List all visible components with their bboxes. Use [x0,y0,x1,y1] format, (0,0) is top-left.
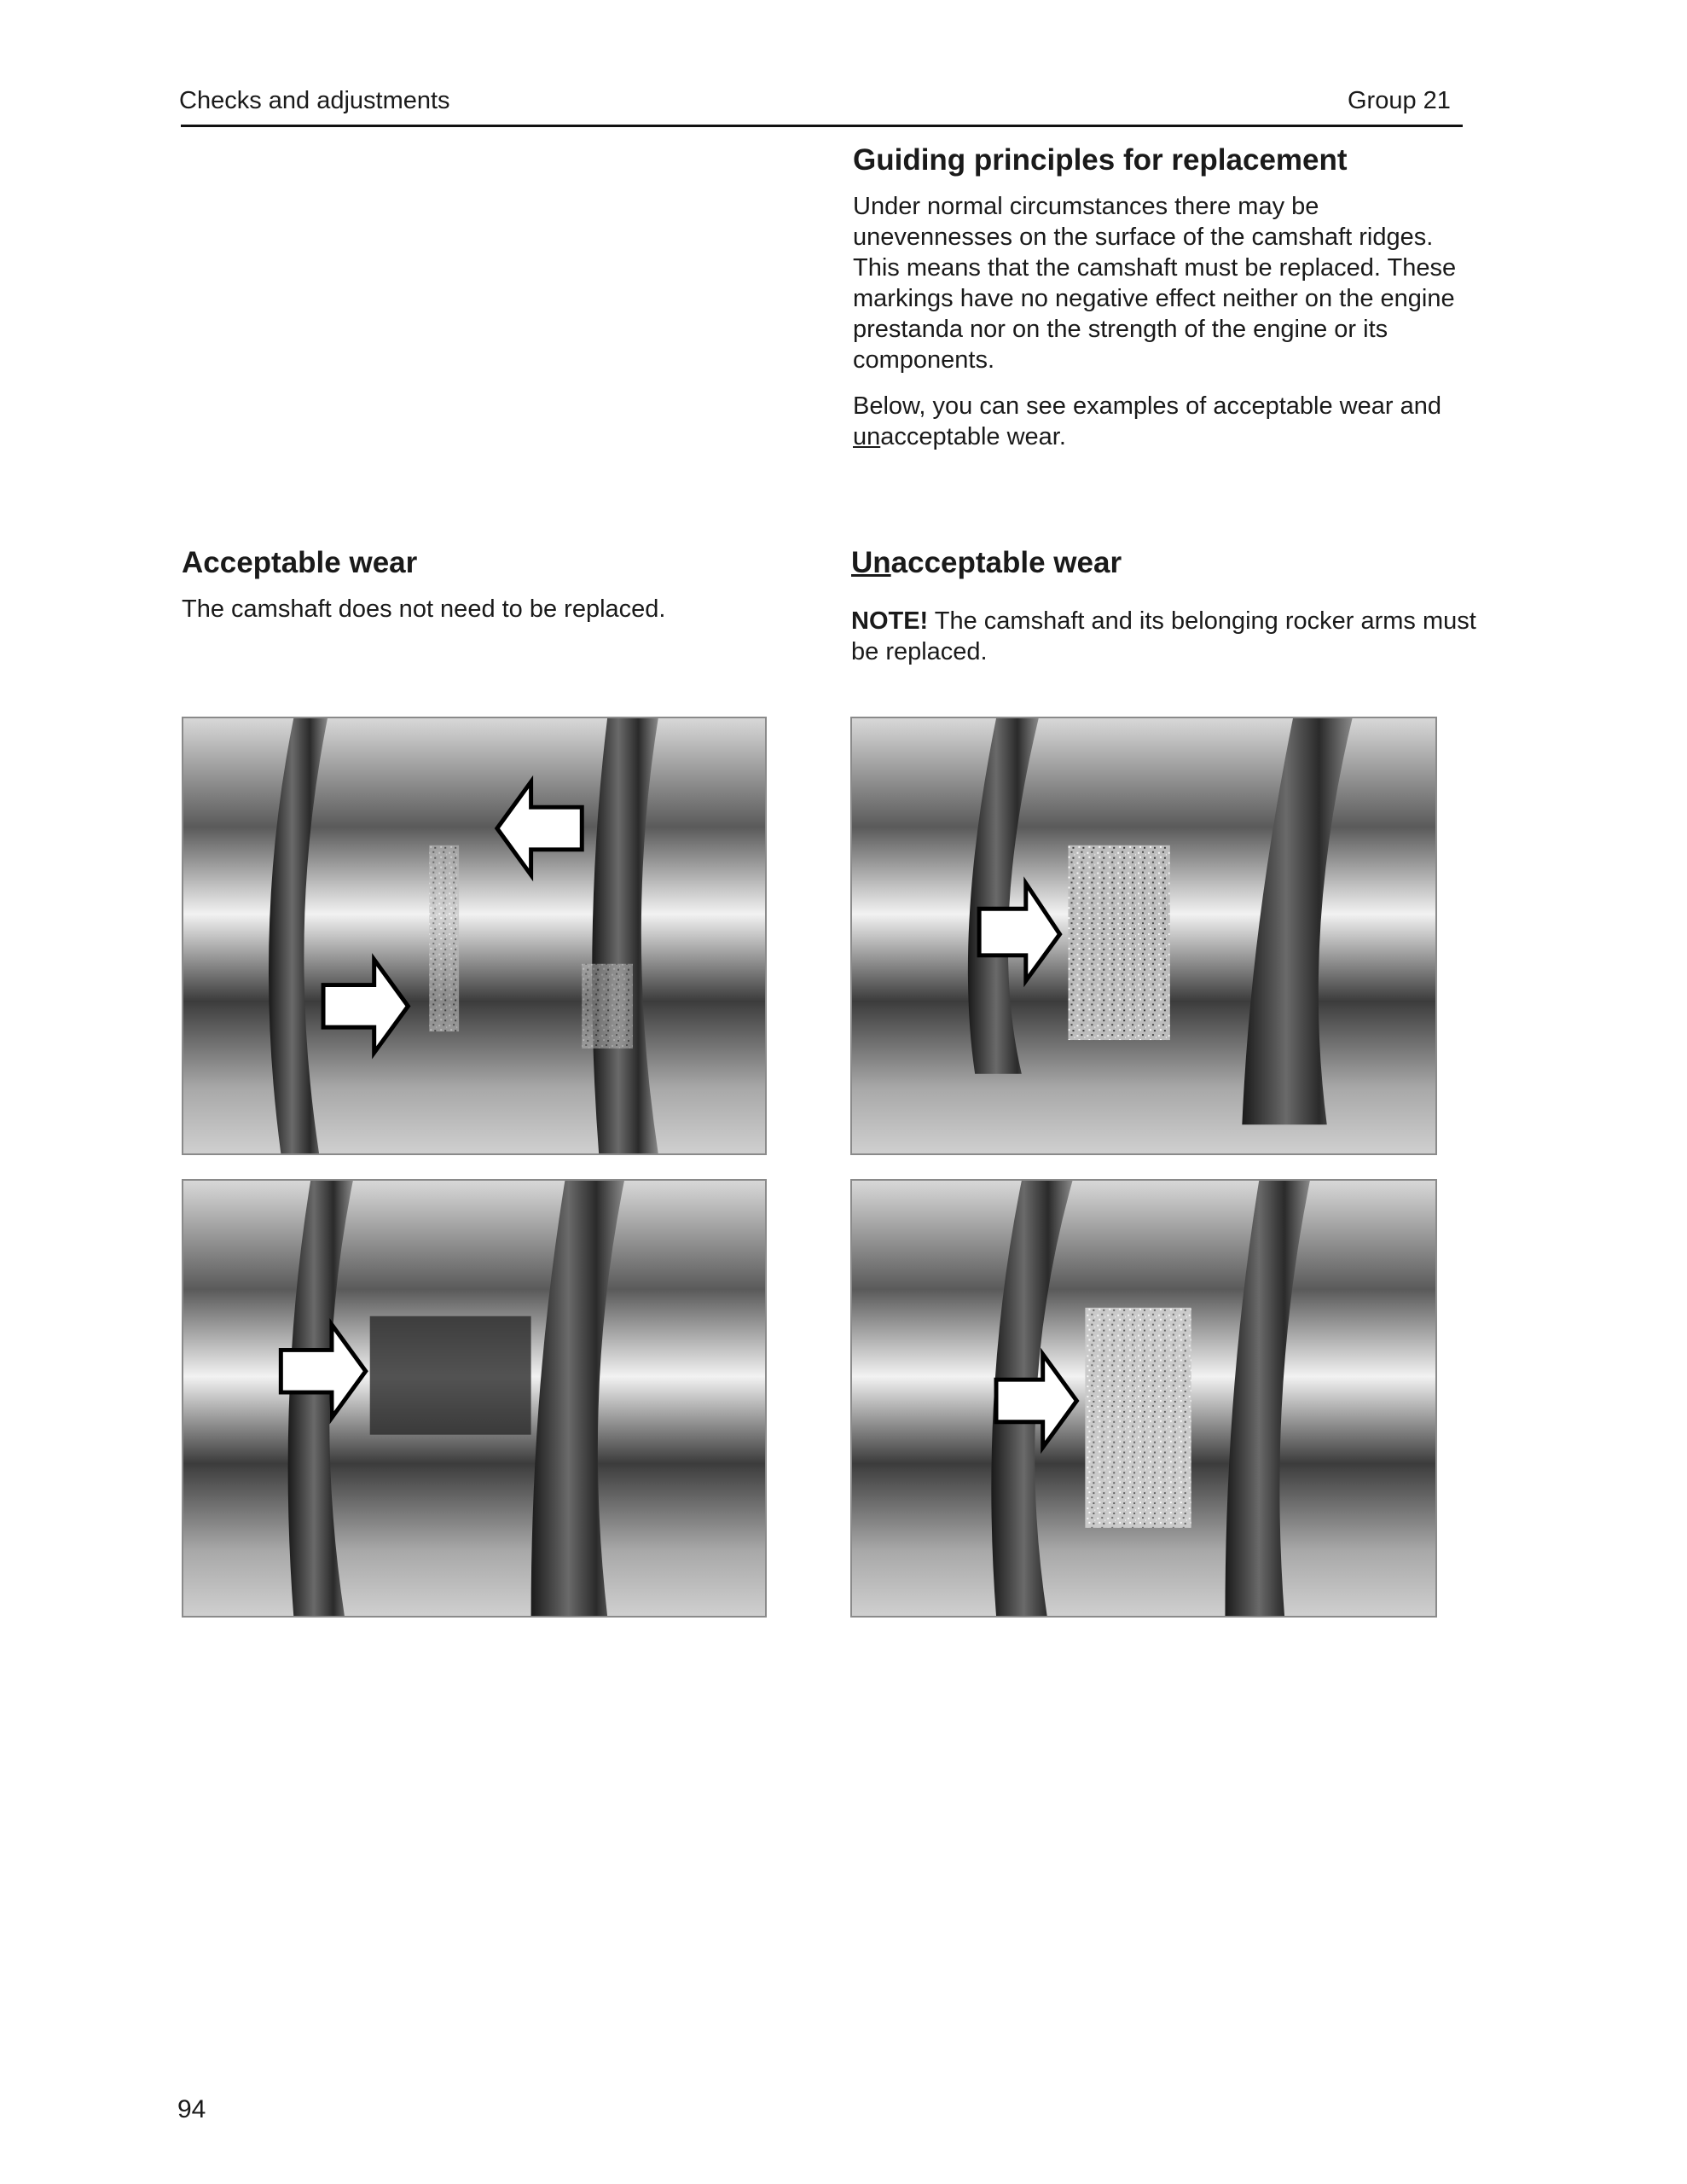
unacceptable-title-underlined: Un [851,546,891,579]
guiding-principles-heading: Guiding principles for replacement [853,143,1348,177]
camshaft-acceptable-photo-2 [182,1179,767,1618]
camshaft-acceptable-photo-1 [182,717,767,1155]
unacceptable-title-rest: acceptable wear [890,546,1122,579]
page-number: 94 [177,2095,206,2123]
camshaft-unacceptable-photo-2 [850,1179,1437,1618]
examples-underlined: un [853,423,881,450]
header-rule [181,125,1463,127]
camshaft-unacceptable-photo-1 [850,717,1437,1155]
examples-prefix: Below, you can see examples of acceptable wear and [853,392,1441,420]
examples-paragraph [853,391,1484,452]
examples-suffix: acceptable wear. [880,423,1066,450]
note-label: NOTE! [851,607,929,635]
note-text: The camshaft and its belonging rocker arms must be replaced. [851,607,1476,665]
running-header-group: Group 21 [1348,87,1451,114]
unacceptable-wear-heading [851,546,1122,580]
unacceptable-wear-note [851,606,1482,667]
running-header-section: Checks and adjustments [179,87,450,114]
guiding-principles-paragraph: Under normal circumstances there may be unevennesses on the surface of the camshaft ridges. This means that the camshaft must be replaced. These markings have no negative effect neither on the engine prestanda nor on the strength of the engine or its components. [853,193,1457,374]
acceptable-wear-description: The camshaft does not need to be replaced. [182,595,666,623]
acceptable-wear-heading: Acceptable wear [182,546,418,579]
